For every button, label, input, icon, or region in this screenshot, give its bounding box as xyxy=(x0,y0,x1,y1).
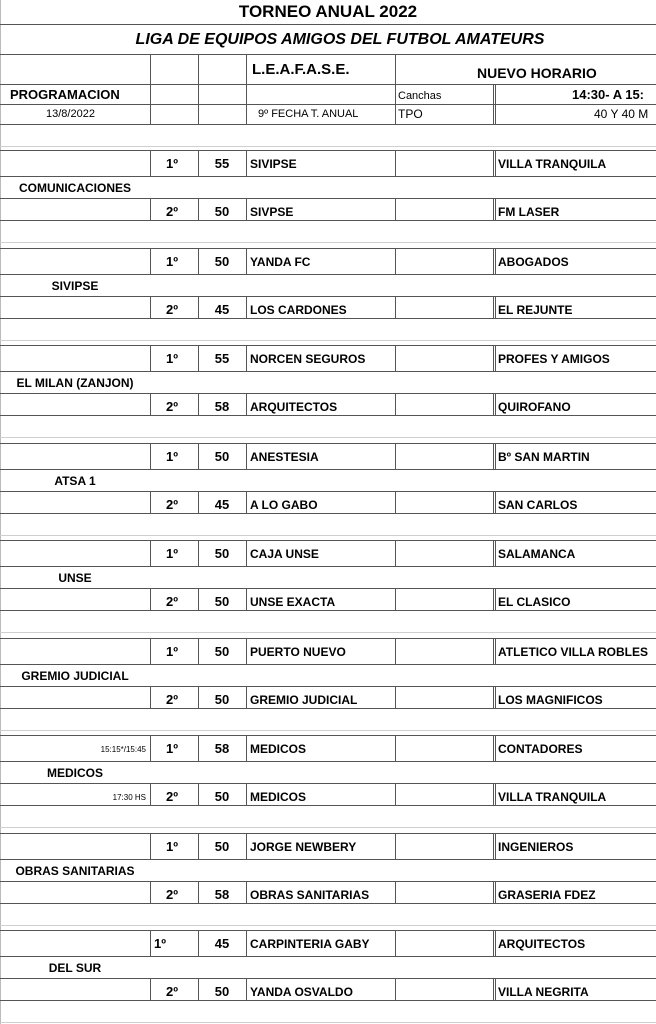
divider xyxy=(493,833,496,859)
divider xyxy=(395,638,396,664)
divider xyxy=(493,588,496,610)
match-turn: 2º xyxy=(166,497,178,512)
match-number: 58 xyxy=(214,887,230,902)
match-turn: 1º xyxy=(166,546,178,561)
divider xyxy=(0,124,656,125)
match-turn: 1º xyxy=(154,936,166,951)
divider xyxy=(0,176,656,177)
match-number: 50 xyxy=(214,546,230,561)
divider xyxy=(493,881,496,903)
match-turn: 2º xyxy=(166,984,178,999)
divider xyxy=(246,345,247,371)
divider xyxy=(0,610,656,611)
divider xyxy=(0,248,656,249)
match-turn: 2º xyxy=(166,692,178,707)
divider xyxy=(0,345,656,346)
divider xyxy=(0,54,656,55)
divider xyxy=(0,150,656,151)
divider xyxy=(246,393,247,415)
divider xyxy=(198,54,199,124)
divider xyxy=(150,198,151,220)
home-team: SIVPSE xyxy=(250,205,294,219)
divider xyxy=(150,248,151,274)
org-acronym: L.E.A.F.A.S.E. xyxy=(252,61,350,78)
venue-name: COMUNICACIONES xyxy=(18,181,131,195)
divider xyxy=(0,956,656,957)
divider xyxy=(0,1000,656,1001)
match-number: 50 xyxy=(214,789,230,804)
divider xyxy=(0,220,656,221)
divider xyxy=(0,104,656,105)
away-team: EL CLASICO xyxy=(498,595,571,609)
venue-name: UNSE xyxy=(58,571,92,585)
divider xyxy=(395,540,396,566)
away-team: ABOGADOS xyxy=(498,255,569,269)
divider xyxy=(150,833,151,859)
match-number: 58 xyxy=(214,399,230,414)
match-turn: 1º xyxy=(166,839,178,854)
away-team: VILLA TRANQUILA xyxy=(498,790,607,804)
away-team: SAN CARLOS xyxy=(498,498,578,512)
divider xyxy=(150,735,151,761)
home-team: ARQUITECTOS xyxy=(250,400,338,414)
match-date: 13/8/2022 xyxy=(46,108,95,120)
divider xyxy=(150,491,151,513)
divider xyxy=(493,735,496,761)
divider xyxy=(246,540,247,566)
match-number: 45 xyxy=(214,302,230,317)
divider xyxy=(395,783,396,805)
match-turn: 2º xyxy=(166,887,178,902)
divider xyxy=(246,783,247,805)
divider xyxy=(0,925,656,926)
courts-label: Canchas xyxy=(398,90,442,102)
divider xyxy=(493,930,496,956)
divider xyxy=(0,978,656,979)
match-time-note: 17:30 HS xyxy=(112,793,146,802)
divider xyxy=(0,903,656,904)
away-team: VILLA NEGRITA xyxy=(498,985,589,999)
divider xyxy=(395,150,396,176)
match-turn: 1º xyxy=(166,449,178,464)
match-number: 45 xyxy=(214,497,230,512)
divider xyxy=(395,345,396,371)
away-team: ARQUITECTOS xyxy=(498,937,586,951)
divider xyxy=(150,881,151,903)
divider xyxy=(150,393,151,415)
home-team: MEDICOS xyxy=(250,790,307,804)
home-team: CARPINTERIA GABY xyxy=(250,937,370,951)
venue-name: GREMIO JUDICIAL xyxy=(21,669,129,683)
away-team: INGENIEROS xyxy=(498,840,574,854)
away-team: GRASERIA FDEZ xyxy=(498,888,596,902)
divider xyxy=(150,540,151,566)
divider xyxy=(246,735,247,761)
divider xyxy=(0,318,656,319)
divider xyxy=(395,881,396,903)
home-team: ANESTESIA xyxy=(250,450,319,464)
divider xyxy=(395,491,396,513)
match-turn: 2º xyxy=(166,204,178,219)
away-team: PROFES Y AMIGOS xyxy=(498,352,610,366)
divider xyxy=(0,535,656,536)
divider xyxy=(493,540,496,566)
divider xyxy=(150,978,151,1000)
home-team: YANDA FC xyxy=(250,255,311,269)
divider xyxy=(246,978,247,1000)
divider xyxy=(0,198,656,199)
programming-label: PROGRAMACION xyxy=(10,87,120,102)
home-team: MEDICOS xyxy=(250,742,307,756)
new-schedule-label: NUEVO HORARIO xyxy=(477,65,597,81)
divider xyxy=(150,296,151,318)
divider xyxy=(395,978,396,1000)
divider xyxy=(246,198,247,220)
divider xyxy=(246,443,247,469)
divider xyxy=(493,686,496,708)
away-team: EL REJUNTE xyxy=(498,303,573,317)
match-number: 58 xyxy=(214,741,230,756)
divider xyxy=(395,930,396,956)
divider xyxy=(0,340,656,341)
divider xyxy=(246,686,247,708)
match-turn: 1º xyxy=(166,254,178,269)
match-turn: 1º xyxy=(166,156,178,171)
match-turn: 1º xyxy=(166,741,178,756)
divider xyxy=(493,150,496,176)
divider xyxy=(493,248,496,274)
divider xyxy=(0,708,656,709)
divider xyxy=(0,638,656,639)
divider xyxy=(246,54,247,124)
divider xyxy=(0,833,656,834)
divider xyxy=(150,345,151,371)
away-team: FM LASER xyxy=(498,205,560,219)
venue-name: OBRAS SANITARIAS xyxy=(15,864,135,878)
home-team: A LO GABO xyxy=(250,498,318,512)
divider xyxy=(395,393,396,415)
page-title: TORNEO ANUAL 2022 xyxy=(238,2,418,21)
divider xyxy=(0,146,656,147)
divider xyxy=(493,783,496,805)
away-team: SALAMANCA xyxy=(498,547,576,561)
divider xyxy=(395,248,396,274)
divider xyxy=(0,588,656,589)
divider xyxy=(246,296,247,318)
home-team: OBRAS SANITARIAS xyxy=(250,888,370,902)
divider xyxy=(0,491,656,492)
home-team: LOS CARDONES xyxy=(250,303,347,317)
divider xyxy=(246,833,247,859)
divider xyxy=(0,805,656,806)
divider xyxy=(395,588,396,610)
venue-name: ATSA 1 xyxy=(54,474,96,488)
home-team: YANDA OSVALDO xyxy=(250,985,353,999)
match-number: 55 xyxy=(214,351,230,366)
round-label: 9º FECHA T. ANUAL xyxy=(258,108,359,120)
divider xyxy=(0,415,656,416)
divider xyxy=(395,54,396,124)
divider xyxy=(395,296,396,318)
match-number: 50 xyxy=(214,839,230,854)
divider xyxy=(0,371,656,372)
divider xyxy=(493,198,496,220)
divider xyxy=(246,248,247,274)
divider xyxy=(0,513,656,514)
divider xyxy=(150,54,151,124)
match-number: 50 xyxy=(214,254,230,269)
divider xyxy=(0,24,656,25)
home-team: UNSE EXACTA xyxy=(250,595,336,609)
home-team: GREMIO JUDICIAL xyxy=(250,693,358,707)
divider xyxy=(395,198,396,220)
divider xyxy=(0,566,656,567)
divider xyxy=(0,540,656,541)
time-range: 14:30- A 15: xyxy=(572,87,645,102)
divider xyxy=(493,84,496,124)
match-turn: 2º xyxy=(166,399,178,414)
away-team: ATLETICO VILLA ROBLES xyxy=(498,645,648,659)
divider xyxy=(246,150,247,176)
match-number: 45 xyxy=(214,936,230,951)
match-turn: 1º xyxy=(166,644,178,659)
divider xyxy=(150,588,151,610)
home-team: SIVIPSE xyxy=(250,157,297,171)
away-team: QUIROFANO xyxy=(498,400,571,414)
divider xyxy=(150,443,151,469)
divider xyxy=(0,393,656,394)
divider xyxy=(0,664,656,665)
match-number: 50 xyxy=(214,692,230,707)
venue-name: EL MILAN (ZANJON) xyxy=(16,376,134,390)
divider xyxy=(493,491,496,513)
divider xyxy=(493,978,496,1000)
divider xyxy=(493,393,496,415)
divider xyxy=(0,632,656,633)
divider xyxy=(493,638,496,664)
divider xyxy=(150,783,151,805)
away-team: CONTADORES xyxy=(498,742,583,756)
divider xyxy=(493,296,496,318)
match-turn: 2º xyxy=(166,302,178,317)
match-turn: 1º xyxy=(166,351,178,366)
venue-name: SIVIPSE xyxy=(51,279,99,293)
divider xyxy=(246,491,247,513)
home-team: JORGE NEWBERY xyxy=(250,840,357,854)
divider xyxy=(246,930,247,956)
divider xyxy=(0,84,656,85)
venue-name: DEL SUR xyxy=(48,961,102,975)
match-time-note: 15:15*/15:45 xyxy=(100,745,146,754)
away-team: Bº SAN MARTIN xyxy=(498,450,590,464)
divider xyxy=(493,345,496,371)
league-name: LIGA DE EQUIPOS AMIGOS DEL FUTBOL AMATEURS xyxy=(135,31,545,48)
divider xyxy=(0,783,656,784)
divider xyxy=(0,827,656,828)
divider xyxy=(395,443,396,469)
divider xyxy=(395,686,396,708)
match-number: 50 xyxy=(214,594,230,609)
divider xyxy=(0,296,656,297)
divider xyxy=(395,735,396,761)
divider xyxy=(0,881,656,882)
match-turn: 2º xyxy=(166,789,178,804)
divider xyxy=(246,881,247,903)
divider xyxy=(0,1022,656,1023)
venue-name: MEDICOS xyxy=(46,766,103,780)
duration: 40 Y 40 M xyxy=(594,107,649,121)
divider xyxy=(0,242,656,243)
home-team: PUERTO NUEVO xyxy=(250,645,346,659)
divider xyxy=(0,730,656,731)
away-team: VILLA TRANQUILA xyxy=(498,157,607,171)
divider xyxy=(0,930,656,931)
divider xyxy=(150,686,151,708)
divider xyxy=(493,443,496,469)
home-team: CAJA UNSE xyxy=(250,547,319,561)
divider xyxy=(0,686,656,687)
divider xyxy=(150,638,151,664)
divider xyxy=(0,735,656,736)
divider xyxy=(0,274,656,275)
divider xyxy=(246,588,247,610)
match-number: 50 xyxy=(214,984,230,999)
match-number: 50 xyxy=(214,204,230,219)
divider xyxy=(150,150,151,176)
divider xyxy=(0,469,656,470)
match-turn: 2º xyxy=(166,594,178,609)
divider xyxy=(0,859,656,860)
divider xyxy=(246,638,247,664)
tpo-label: TPO xyxy=(398,107,423,121)
match-number: 50 xyxy=(214,644,230,659)
divider xyxy=(150,930,151,956)
divider xyxy=(395,833,396,859)
divider xyxy=(0,761,656,762)
away-team: LOS MAGNIFICOS xyxy=(498,693,603,707)
divider xyxy=(0,437,656,438)
match-number: 55 xyxy=(214,156,230,171)
home-team: NORCEN SEGUROS xyxy=(250,352,366,366)
match-number: 50 xyxy=(214,449,230,464)
divider xyxy=(0,443,656,444)
